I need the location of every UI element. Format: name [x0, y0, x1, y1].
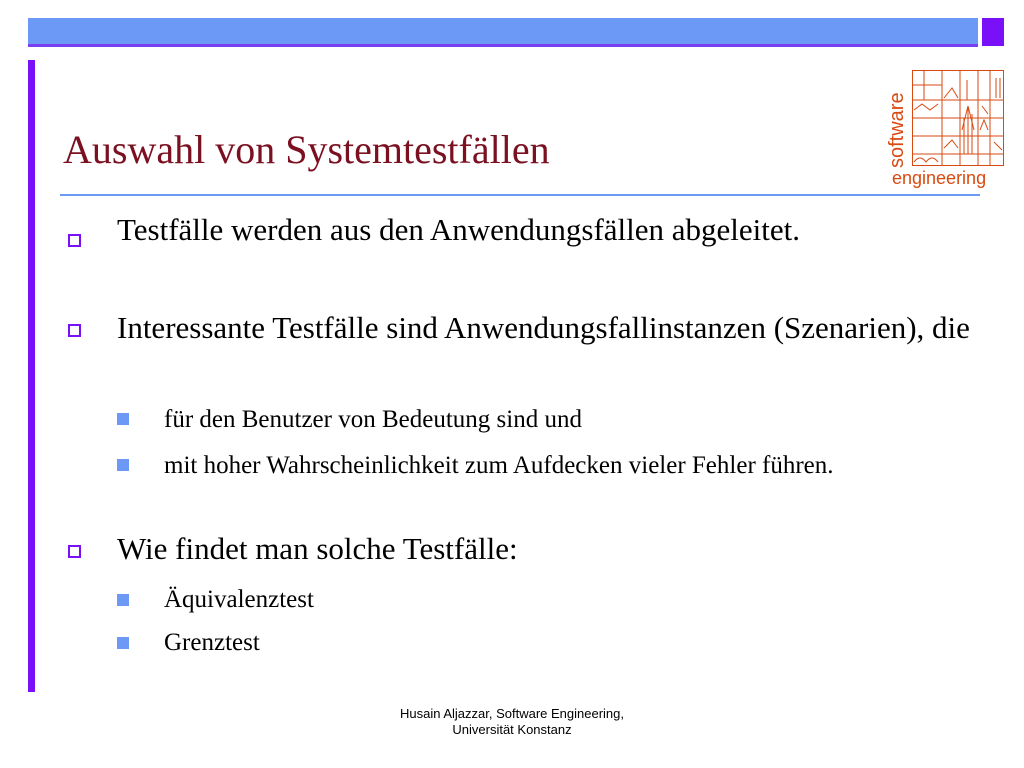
footer-author-line: Husain Aljazzar, Software Engineering, — [399, 706, 624, 721]
logo-software-text: software — [886, 92, 908, 168]
list-item: Interessante Testfälle sind Anwendungsfallinstanzen (Szenarien), die — [117, 310, 970, 345]
header-accent-line — [28, 44, 978, 47]
software-engineering-logo — [878, 70, 1006, 188]
list-item: für den Benutzer von Bedeutung sind und — [164, 406, 582, 433]
footer-institution-line: Universität Konstanz — [452, 722, 572, 737]
header-bar — [28, 18, 978, 46]
sub-bullet-marker-icon — [117, 637, 129, 649]
bullet-marker-icon — [68, 545, 81, 558]
list-item: Äquivalenztest — [164, 586, 314, 613]
left-vertical-bar — [28, 60, 35, 692]
list-item: Grenztest — [164, 629, 260, 656]
title-underline — [60, 194, 980, 196]
sub-bullet-marker-icon — [117, 413, 129, 425]
sub-bullet-marker-icon — [117, 594, 129, 606]
slide-title: Auswahl von Systemtestfällen — [63, 127, 550, 172]
sub-bullet-marker-icon — [117, 459, 129, 471]
list-item: Testfälle werden aus den Anwendungsfällen abgeleitet. — [117, 212, 801, 247]
slide-footer — [312, 706, 712, 738]
logo-grid-icon — [912, 70, 1004, 166]
logo-engineering-text: engineering — [892, 168, 987, 188]
list-item: Wie findet man solche Testfälle: — [117, 531, 518, 566]
list-item: mit hoher Wahrscheinlichkeit zum Aufdecken vieler Fehler führen. — [164, 452, 834, 479]
corner-square — [982, 18, 1004, 46]
bullet-marker-icon — [68, 234, 81, 247]
bullet-marker-icon — [68, 324, 81, 337]
